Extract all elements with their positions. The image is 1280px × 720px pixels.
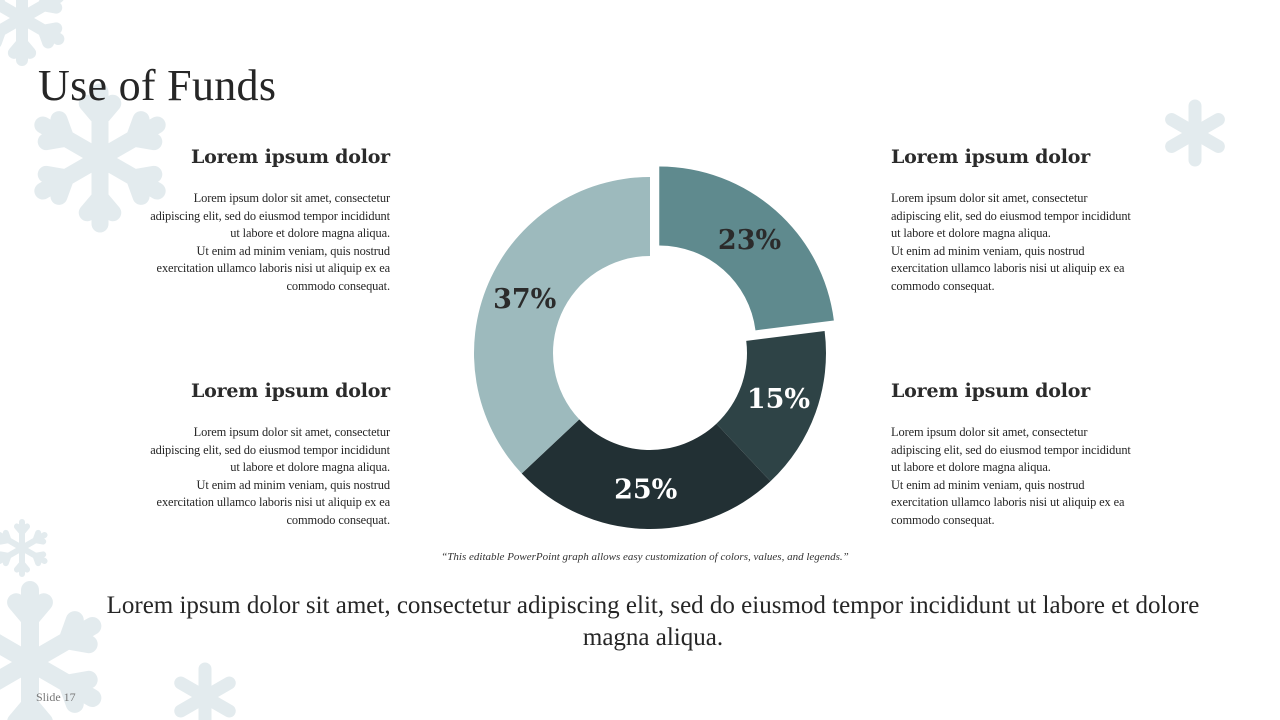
data-label-37: 37% bbox=[493, 283, 557, 315]
donut-slice-37 bbox=[474, 177, 650, 473]
block-heading: Lorem ipsum dolor bbox=[190, 146, 390, 168]
slide-number: Slide 17 bbox=[36, 690, 76, 704]
data-label-15: 15% bbox=[746, 384, 811, 416]
block-heading: Lorem ipsum dolor bbox=[891, 146, 1091, 168]
block-body: Lorem ipsum dolor sit amet, consectetur adipiscing elit, sed do eiusmod tempor incididunt ut labore et dolore magna aliqua. Ut enim ad minim veniam, quis nostrud exercitation ullamco laboris nisi ut aliquip ex ea commodo consequat. bbox=[150, 191, 390, 293]
footer-statement: Lorem ipsum dolor sit amet, consectetur adipiscing elit, sed do eiusmod tempor incididunt ut labore et dolore magna aliqua. bbox=[106, 592, 1200, 651]
block-body: Lorem ipsum dolor sit amet, consectetur adipiscing elit, sed do eiusmod tempor incididunt ut labore et dolore magna aliqua. Ut enim ad minim veniam, quis nostrud exercitation ullamco laboris nisi ut aliquip ex ea commodo consequat. bbox=[891, 425, 1131, 527]
block-heading: Lorem ipsum dolor bbox=[891, 380, 1091, 402]
data-label-23: 23% bbox=[717, 225, 782, 257]
block-body: Lorem ipsum dolor sit amet, consectetur adipiscing elit, sed do eiusmod tempor incididunt ut labore et dolore magna aliqua. Ut enim ad minim veniam, quis nostrud exercitation ullamco laboris nisi ut aliquip ex ea commodo consequat. bbox=[891, 191, 1131, 293]
page-title: Use of Funds bbox=[38, 61, 277, 110]
block-body: Lorem ipsum dolor sit amet, consectetur adipiscing elit, sed do eiusmod tempor incididunt ut labore et dolore magna aliqua. Ut enim ad minim veniam, quis nostrud exercitation ullamco laboris nisi ut aliquip ex ea commodo consequat. bbox=[150, 425, 390, 527]
data-label-25: 25% bbox=[614, 474, 678, 506]
block-heading: Lorem ipsum dolor bbox=[190, 380, 390, 402]
chart-note: “This editable PowerPoint graph allows easy customization of colors, values, and legends.” bbox=[441, 551, 849, 563]
